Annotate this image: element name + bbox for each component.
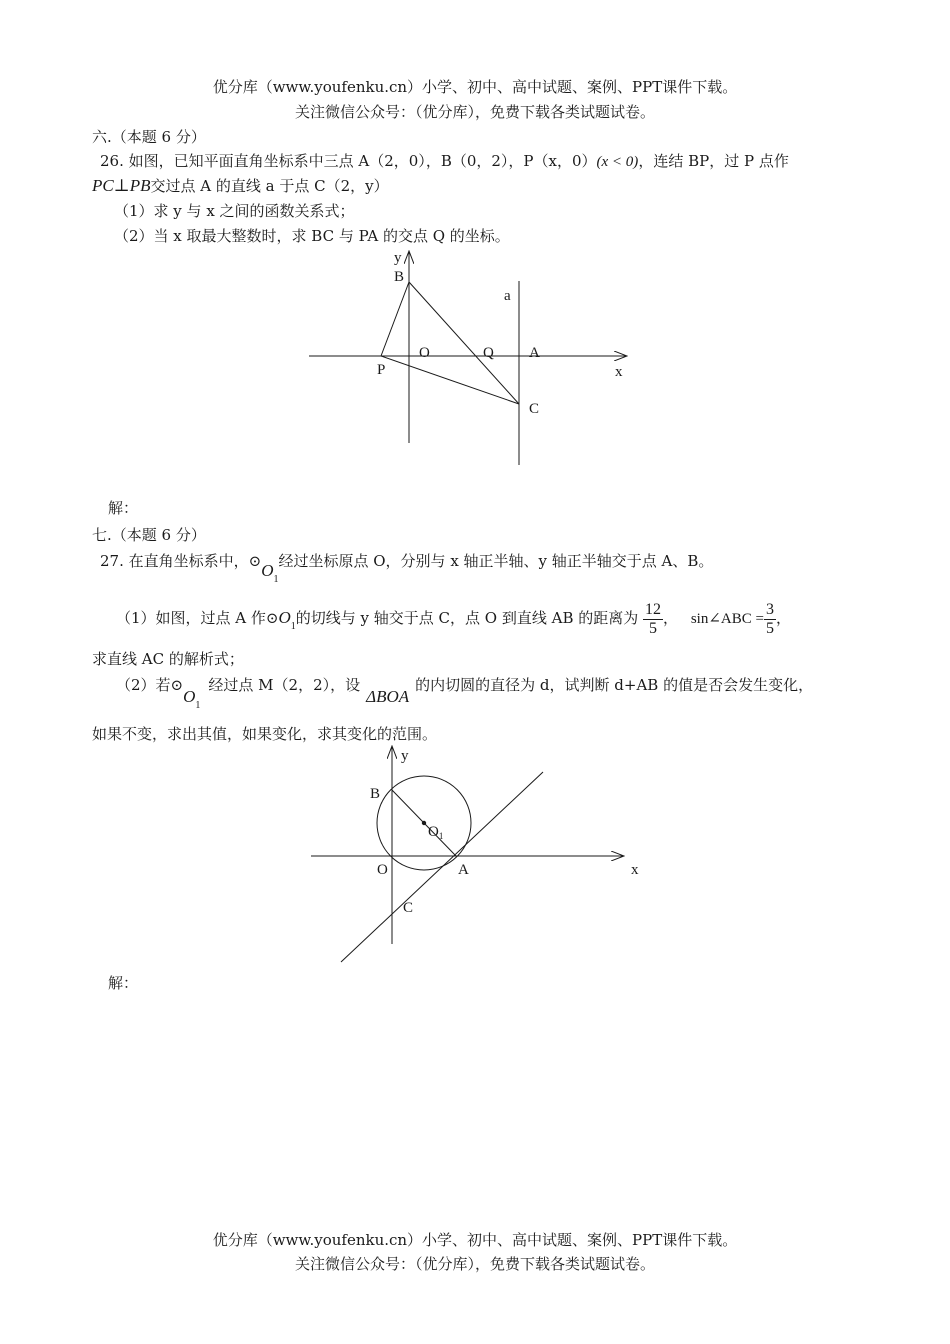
fig1-label-x: x bbox=[615, 364, 623, 380]
fig1-segment-bc bbox=[409, 282, 519, 404]
q27-p1-o1: $O_1$ bbox=[278, 608, 296, 632]
fig2-label-y: y bbox=[401, 748, 409, 764]
q27-circle-o1: $O_1$ bbox=[261, 561, 279, 585]
question-27-part-1 bbox=[116, 598, 791, 647]
q27-comma: ， bbox=[775, 609, 791, 627]
q27-p2-text-b: 经过点 M（2，2），设 bbox=[208, 676, 361, 694]
fig2-label-a: A bbox=[458, 862, 469, 878]
fig1-label-c: C bbox=[529, 401, 540, 417]
q26-condition: (x < 0) bbox=[596, 154, 639, 170]
q27-text-b: 经过坐标原点 O，分别与 x 轴正半轴、y 轴正半轴交于点 A、B。 bbox=[278, 552, 714, 570]
q27-sin-abc: sin∠ABC = bbox=[690, 611, 764, 627]
answer-26-label: 解： bbox=[108, 499, 139, 517]
fig1-label-p: P bbox=[377, 362, 386, 378]
q26-text-line2: 交过点 A 的直线 a 于点 C（2，y） bbox=[150, 177, 389, 195]
fig1-label-a-line: a bbox=[504, 288, 511, 304]
footer-line-2: 关注微信公众号：（优分库），免费下载各类试题试卷。 bbox=[294, 1255, 655, 1273]
fig1-label-a: A bbox=[529, 345, 540, 361]
q27-p1-text-b: 的切线与 y 轴交于点 C，点 O 到直线 AB 的距离为 bbox=[295, 609, 639, 627]
q26-text-b: ，连结 BP，过 P 点作 bbox=[638, 152, 789, 170]
answer-27-label: 解： bbox=[108, 974, 139, 992]
q27-separator: ， bbox=[663, 609, 679, 627]
q27-triangle-boa: ΔBOA bbox=[366, 687, 410, 706]
question-27-part-1-cont: 求直线 AC 的解析式； bbox=[92, 650, 244, 668]
header-line-1: 优分库（www.youfenku.cn）小学、初中、高中试题、案例、PPT课件下载。 bbox=[212, 78, 738, 96]
section-7-heading: 七.（本题 6 分） bbox=[92, 526, 206, 544]
fig2-label-o1: $O_1$ bbox=[428, 824, 444, 841]
fig2-label-c: C bbox=[403, 900, 414, 916]
question-27-line-1 bbox=[100, 550, 714, 585]
fig2-center-dot bbox=[422, 821, 426, 825]
fig2-label-o: O bbox=[377, 862, 388, 878]
fig1-label-b: B bbox=[394, 269, 405, 285]
q27-p2-text-c: 的内切圆的直径为 d，试判断 d+AB 的值是否会发生变化， bbox=[415, 676, 814, 694]
question-26-part-1: （1）求 y 与 x 之间的函数关系式； bbox=[114, 202, 355, 220]
q27-text-a: 27. 在直角坐标系中，⊙ bbox=[100, 552, 262, 570]
fig1-segment-bp bbox=[381, 282, 409, 356]
q27-p1-text-a: （1）如图，过点 A 作⊙ bbox=[116, 609, 279, 627]
section-6-heading: 六.（本题 6 分） bbox=[92, 128, 206, 146]
q26-text-a: 26. 如图，已知平面直角坐标系中三点 A（2，0），B（0，2），P（x，0） bbox=[100, 152, 597, 170]
fig1-label-o: O bbox=[419, 345, 430, 361]
header-line-2: 关注微信公众号：（优分库），免费下载各类试题试卷。 bbox=[294, 103, 655, 121]
fig2-label-x: x bbox=[631, 862, 639, 878]
q27-p2-o1: $O_1$ bbox=[183, 687, 201, 711]
question-27-part-2 bbox=[116, 674, 814, 711]
q27-fraction-3-5: $\frac{3}{5}$ bbox=[765, 600, 774, 637]
q27-p2-text-a: （2）若⊙ bbox=[116, 676, 184, 694]
fig2-label-b: B bbox=[370, 786, 381, 802]
question-27-part-2-cont: 如果不变，求出其值，如果变化，求其变化的范围。 bbox=[92, 725, 438, 743]
fig1-label-y: y bbox=[394, 250, 402, 266]
footer-line-1: 优分库（www.youfenku.cn）小学、初中、高中试题、案例、PPT课件下载。 bbox=[212, 1231, 738, 1249]
q26-perp-expression: PC⊥PB bbox=[92, 176, 151, 195]
q27-fraction-12-5: $\frac{12}{5}$ bbox=[645, 600, 662, 637]
fig1-label-q: Q bbox=[483, 345, 494, 361]
question-26-part-2: （2）当 x 取最大整数时，求 BC 与 PA 的交点 Q 的坐标。 bbox=[114, 227, 510, 245]
fig1-segment-pc bbox=[381, 356, 519, 404]
